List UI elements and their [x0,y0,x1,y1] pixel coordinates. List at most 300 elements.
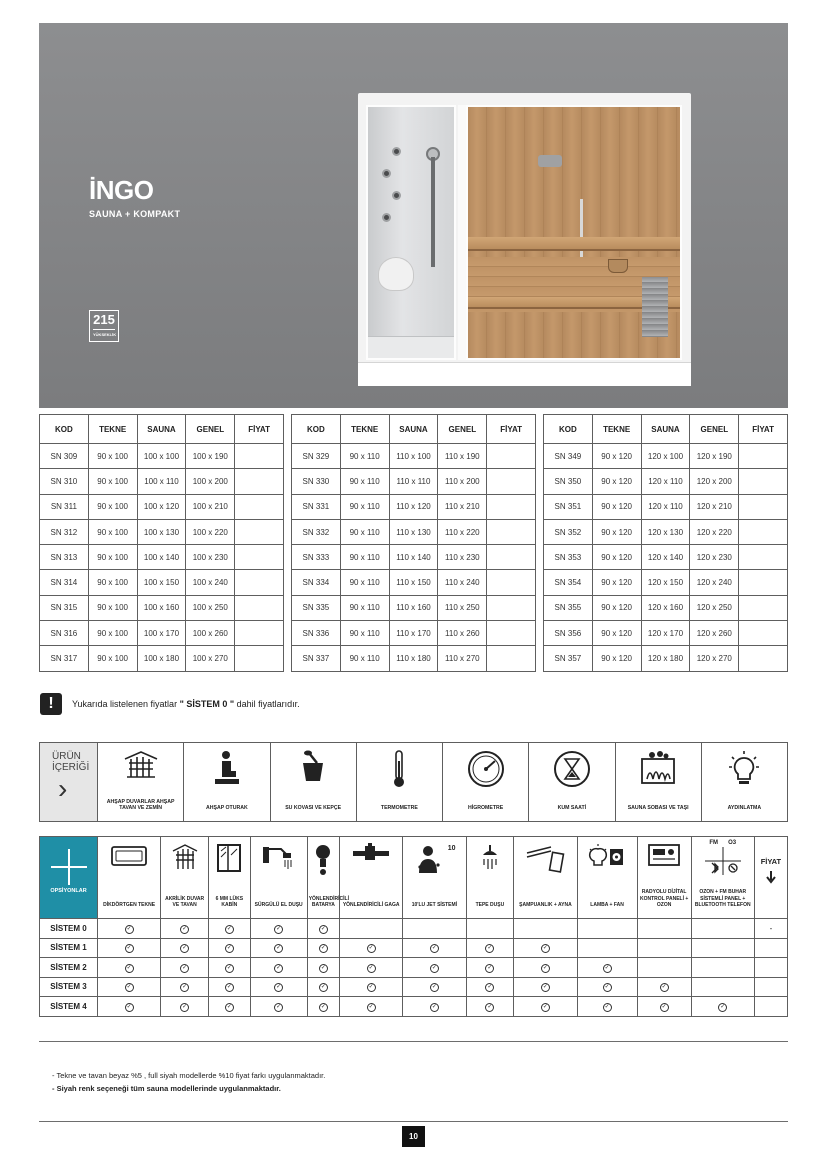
option-cell [466,919,514,939]
option-cell [637,958,691,978]
table-cell: 110 x 200 [438,469,487,494]
table-row [544,646,788,671]
contents-heading-line1: ÜRÜN [52,751,81,762]
table-cell: SN 337 [292,646,341,671]
table-cell: 120 x 140 [641,545,690,570]
option-column-header [161,837,209,919]
option-cell [98,977,161,997]
table-cell: SN 353 [544,545,593,570]
option-cell [250,938,307,958]
table-cell: 90 x 120 [592,570,641,595]
content-item [616,743,702,821]
system-name: SİSTEM 3 [40,977,98,997]
option-cell [577,938,637,958]
table-cell: 90 x 120 [592,469,641,494]
option-column-header [98,837,161,919]
table-cell: 90 x 100 [88,621,137,646]
option-cell [403,938,466,958]
check-icon: ✓ [368,945,374,952]
option-cell [637,997,691,1017]
check-icon: ✓ [276,945,282,952]
table-cell: 100 x 200 [186,469,235,494]
hourglass-icon [529,749,614,794]
option-cell [577,977,637,997]
price-table-header-row [40,415,284,444]
table-cell: SN 317 [40,646,89,671]
table-cell: 120 x 100 [641,444,690,469]
table-cell: 120 x 230 [690,545,739,570]
price-table-header-row [292,415,536,444]
table-cell: 90 x 100 [88,494,137,519]
contents-heading-line2: İÇERİĞİ [52,762,90,773]
table-cell: SN 350 [544,469,593,494]
check-icon: ✓ [276,925,282,932]
price-column-label: FİYAT [760,857,782,866]
option-cell [691,958,754,978]
column-header-2: SAUNA [389,415,438,444]
table-cell: 90 x 120 [592,519,641,544]
jet-count-badge: 10 [447,845,456,852]
check-icon: ✓ [182,964,188,971]
table-row [292,646,536,671]
check-icon: ✓ [604,964,610,971]
table-row [544,545,788,570]
content-item-label: SAUNA SOBASI VE TAŞI [627,805,689,811]
table-cell: 100 x 150 [137,570,186,595]
content-item [529,743,615,821]
check-icon: ✓ [368,1003,374,1010]
cabin-base [358,362,691,386]
option-column-header [340,837,403,919]
system-name: SİSTEM 1 [40,938,98,958]
table-cell: 110 x 140 [389,545,438,570]
diverter-spout-icon [340,843,402,868]
content-item [357,743,443,821]
check-icon: ✓ [542,984,548,991]
table-cell: 100 x 170 [137,621,186,646]
option-cell [691,919,754,939]
option-column-header [209,837,251,919]
check-icon: ✓ [661,984,667,991]
option-label: 10'LU JET SİSTEMİ [411,901,458,908]
glass-cabin-icon [209,843,250,878]
option-cell [340,997,403,1017]
table-cell: 120 x 270 [690,646,739,671]
table-cell: 110 x 160 [389,595,438,620]
table-cell: 120 x 260 [690,621,739,646]
wooden-walls-icon [98,749,183,788]
check-icon: ✓ [226,1003,232,1010]
table-cell: 100 x 250 [186,595,235,620]
check-icon: ✓ [368,964,374,971]
height-badge [89,310,119,342]
light-bulb-icon [702,749,787,794]
option-cell [98,919,161,939]
jet-icon [392,147,401,156]
option-cell [466,977,514,997]
option-cell [466,938,514,958]
column-header-4: FİYAT [487,415,536,444]
system-name: SİSTEM 0 [40,919,98,939]
column-header-0: KOD [292,415,341,444]
table-cell [739,621,788,646]
diverter-mixer-icon [308,843,339,882]
option-cell [403,958,466,978]
table-cell: 110 x 260 [438,621,487,646]
table-cell: 90 x 110 [340,545,389,570]
arrow-down-icon [755,870,787,889]
table-row [40,595,284,620]
water-bucket-icon [271,749,356,790]
table-row [544,570,788,595]
table-cell [235,595,284,620]
wooden-seat-icon [184,749,269,792]
table-row [544,494,788,519]
column-header-3: GENEL [186,415,235,444]
jet-icon [382,169,391,178]
table-cell: SN 357 [544,646,593,671]
content-item-label: AHŞAP OTURAK [206,805,248,811]
table-cell: 90 x 100 [88,444,137,469]
system-price [754,977,787,997]
table-cell: SN 355 [544,595,593,620]
system-price: - [754,919,787,939]
option-cell [307,938,339,958]
system-name: SİSTEM 4 [40,997,98,1017]
table-cell: 100 x 140 [137,545,186,570]
option-cell [307,919,339,939]
table-cell [487,621,536,646]
table-cell: SN 356 [544,621,593,646]
column-header-2: SAUNA [137,415,186,444]
option-cell [514,997,577,1017]
table-cell [235,545,284,570]
table-cell: 90 x 110 [340,570,389,595]
upper-bench [468,237,680,251]
divider-line [39,1121,788,1122]
option-column-header [637,837,691,919]
check-icon: ✓ [276,964,282,971]
table-cell: 120 x 240 [690,570,739,595]
column-header-0: KOD [40,415,89,444]
content-item-label: AHŞAP DUVARLAR AHŞAP TAVAN VE ZEMİN [106,799,175,811]
option-cell [161,919,209,939]
option-cell [637,977,691,997]
option-label: YÖNLENDİRİCİLİ BATARYA [308,895,349,908]
table-cell: 120 x 190 [690,444,739,469]
table-cell [235,519,284,544]
option-cell [161,977,209,997]
option-label: RADYOLU DİJİTAL KONTROL PANELİ + OZON [639,889,689,908]
table-cell: 110 x 150 [389,570,438,595]
shower-bar [431,157,435,267]
option-cell [98,958,161,978]
check-icon: ✓ [182,1003,188,1010]
option-cell [403,977,466,997]
table-cell [235,621,284,646]
check-icon: ✓ [661,1003,667,1010]
option-cell [161,958,209,978]
table-cell [487,646,536,671]
fm-label: FM [709,840,719,846]
option-label: OZON + FM BUHAR SİSTEMLİ PANEL + BLUETOOTH TELEFON [694,889,751,908]
check-icon: ✓ [226,925,232,932]
shampoo-shelf-mirror-icon [514,843,576,880]
option-cell [161,997,209,1017]
option-cell [691,997,754,1017]
table-cell: 110 x 230 [438,545,487,570]
option-cell [340,958,403,978]
table-cell [739,570,788,595]
system-row [40,997,788,1017]
table-cell: 90 x 100 [88,519,137,544]
table-cell: 110 x 190 [438,444,487,469]
product-subtitle: SAUNA + KOMPAKT [89,209,181,219]
shower-tray [368,336,454,358]
check-icon: ✓ [604,984,610,991]
content-item-label: SU KOVASI VE KEPÇE [285,805,342,811]
check-icon: ✓ [542,1003,548,1010]
option-cell [250,977,307,997]
table-cell: 90 x 120 [592,595,641,620]
options-header-row [40,837,788,919]
table-cell: 90 x 120 [592,646,641,671]
footnote-2: - Siyah renk seçeneği tüm sauna modellerinde uygulanmaktadır. [52,1084,281,1093]
product-contents [39,742,788,822]
thermometer-icon [357,749,442,794]
table-cell [739,444,788,469]
table-cell: 100 x 230 [186,545,235,570]
table-cell: 110 x 120 [389,494,438,519]
option-cell [514,958,577,978]
table-cell: 90 x 120 [592,444,641,469]
table-cell: 90 x 100 [88,570,137,595]
option-cell [403,919,466,939]
table-row [40,621,284,646]
option-cell [514,938,577,958]
height-value: 215 [93,312,115,327]
system-row [40,958,788,978]
option-column-header [514,837,577,919]
table-cell: 110 x 250 [438,595,487,620]
table-row [544,621,788,646]
table-cell [487,595,536,620]
table-cell: 100 x 210 [186,494,235,519]
table-cell [235,469,284,494]
check-icon: ✓ [487,945,493,952]
table-cell: SN 352 [544,519,593,544]
option-cell [307,958,339,978]
options-table [39,836,788,1017]
option-cell [403,997,466,1017]
column-header-3: GENEL [690,415,739,444]
table-cell: 90 x 100 [88,469,137,494]
option-cell [161,938,209,958]
option-label: SÜRGÜLÜ EL DUŞU [254,901,303,908]
check-icon: ✓ [542,945,548,952]
table-cell: SN 315 [40,595,89,620]
table-row [40,469,284,494]
check-icon: ✓ [320,925,326,932]
table-cell: 100 x 160 [137,595,186,620]
table-cell: 90 x 110 [340,444,389,469]
option-cell [307,997,339,1017]
option-column-header [403,837,466,919]
table-cell: 90 x 110 [340,621,389,646]
option-cell [250,997,307,1017]
overhead-shower-icon [467,843,514,880]
table-cell: SN 314 [40,570,89,595]
table-cell: SN 313 [40,545,89,570]
sliding-hand-shower-icon [251,843,307,876]
check-icon: ✓ [182,925,188,932]
option-cell [577,997,637,1017]
table-cell: 100 x 130 [137,519,186,544]
digital-panel-icon [638,843,691,874]
table-row [40,545,284,570]
table-cell: 120 x 170 [641,621,690,646]
option-cell [514,919,577,939]
table-cell: SN 349 [544,444,593,469]
check-icon: ✓ [126,925,132,932]
table-row [544,519,788,544]
table-cell: 120 x 130 [641,519,690,544]
table-cell [235,646,284,671]
sauna-stove [642,277,668,337]
option-cell [98,997,161,1017]
note-suffix: dahil fiyatlarıdır. [236,699,300,709]
check-icon: ✓ [431,984,437,991]
table-cell [487,570,536,595]
table-cell: SN 333 [292,545,341,570]
system-price [754,958,787,978]
table-cell: 100 x 100 [137,444,186,469]
table-cell: 90 x 110 [340,646,389,671]
table-cell: 110 x 110 [389,469,438,494]
check-icon: ✓ [720,1003,726,1010]
check-icon: ✓ [126,1003,132,1010]
jet-icon [382,213,391,222]
thermometer-hygrometer-icon [538,155,562,167]
note-highlight: " SİSTEM 0 " [179,699,235,709]
table-cell: SN 336 [292,621,341,646]
jet-system-icon [403,843,465,880]
table-cell: 90 x 120 [592,545,641,570]
table-cell: 120 x 220 [690,519,739,544]
table-cell [235,570,284,595]
table-cell: 90 x 110 [340,469,389,494]
table-cell: 90 x 110 [340,494,389,519]
table-cell: 100 x 110 [137,469,186,494]
option-cell [514,977,577,997]
table-cell: 120 x 160 [641,595,690,620]
option-cell [637,938,691,958]
table-cell: 100 x 120 [137,494,186,519]
table-cell: SN 309 [40,444,89,469]
check-icon: ✓ [226,984,232,991]
table-cell: 90 x 110 [340,595,389,620]
bucket-icon [608,259,628,273]
table-cell: 100 x 270 [186,646,235,671]
table-cell: 120 x 250 [690,595,739,620]
option-cell [340,977,403,997]
table-row [292,519,536,544]
table-cell: 90 x 100 [88,646,137,671]
system-row [40,977,788,997]
content-item [702,743,787,821]
product-title: İNGO [89,175,154,205]
table-cell: 120 x 180 [641,646,690,671]
table-cell: 120 x 200 [690,469,739,494]
note-prefix: Yukarıda listelenen fiyatlar [72,699,178,709]
option-label: 6 MM LÜKS KABİN [215,895,244,908]
content-item [443,743,529,821]
footnote-1: - Tekne ve tavan beyaz %5 , full siyah modellerde %10 fiyat farkı uygulanmaktadır. [52,1071,326,1080]
contents-heading [40,743,98,821]
table-cell [739,494,788,519]
option-column-header [754,837,787,919]
table-cell: 100 x 180 [137,646,186,671]
table-cell [235,444,284,469]
page-number: 10 [402,1126,425,1147]
options-heading: OPSİYONLAR [50,888,87,894]
table-row [292,570,536,595]
rectangular-tray-icon [98,843,160,874]
table-cell: 110 x 210 [438,494,487,519]
table-cell [487,519,536,544]
option-cell [340,938,403,958]
table-cell: SN 335 [292,595,341,620]
check-icon: ✓ [320,964,326,971]
table-cell: 90 x 100 [88,595,137,620]
table-row [40,646,284,671]
table-cell: 90 x 100 [88,545,137,570]
option-label: YÖNLENDİRİCİLİ GAGA [342,901,400,908]
bluetooth-panel-icon [692,846,754,881]
column-header-4: FİYAT [739,415,788,444]
table-cell [487,545,536,570]
table-row [544,595,788,620]
exclamation-icon: ! [40,693,62,715]
table-cell: 90 x 110 [340,519,389,544]
price-table-90x100 [39,414,284,672]
content-item [184,743,270,821]
check-icon: ✓ [542,964,548,971]
table-cell [235,494,284,519]
check-icon: ✓ [320,1003,326,1010]
option-cell [691,938,754,958]
check-icon: ✓ [368,984,374,991]
table-row [40,494,284,519]
table-cell [739,595,788,620]
table-row [40,444,284,469]
table-cell [739,545,788,570]
product-brand [89,175,180,219]
table-cell: 100 x 240 [186,570,235,595]
table-cell: 110 x 100 [389,444,438,469]
option-cell [209,938,251,958]
table-cell [739,519,788,544]
content-item-label: TERMOMETRE [380,805,418,811]
options-heading-cell [40,837,98,919]
content-item [271,743,357,821]
table-cell: SN 330 [292,469,341,494]
table-cell [487,444,536,469]
option-cell [209,977,251,997]
height-unit: YÜKSEKLİK [93,329,115,337]
check-icon: ✓ [431,964,437,971]
check-icon: ✓ [320,945,326,952]
